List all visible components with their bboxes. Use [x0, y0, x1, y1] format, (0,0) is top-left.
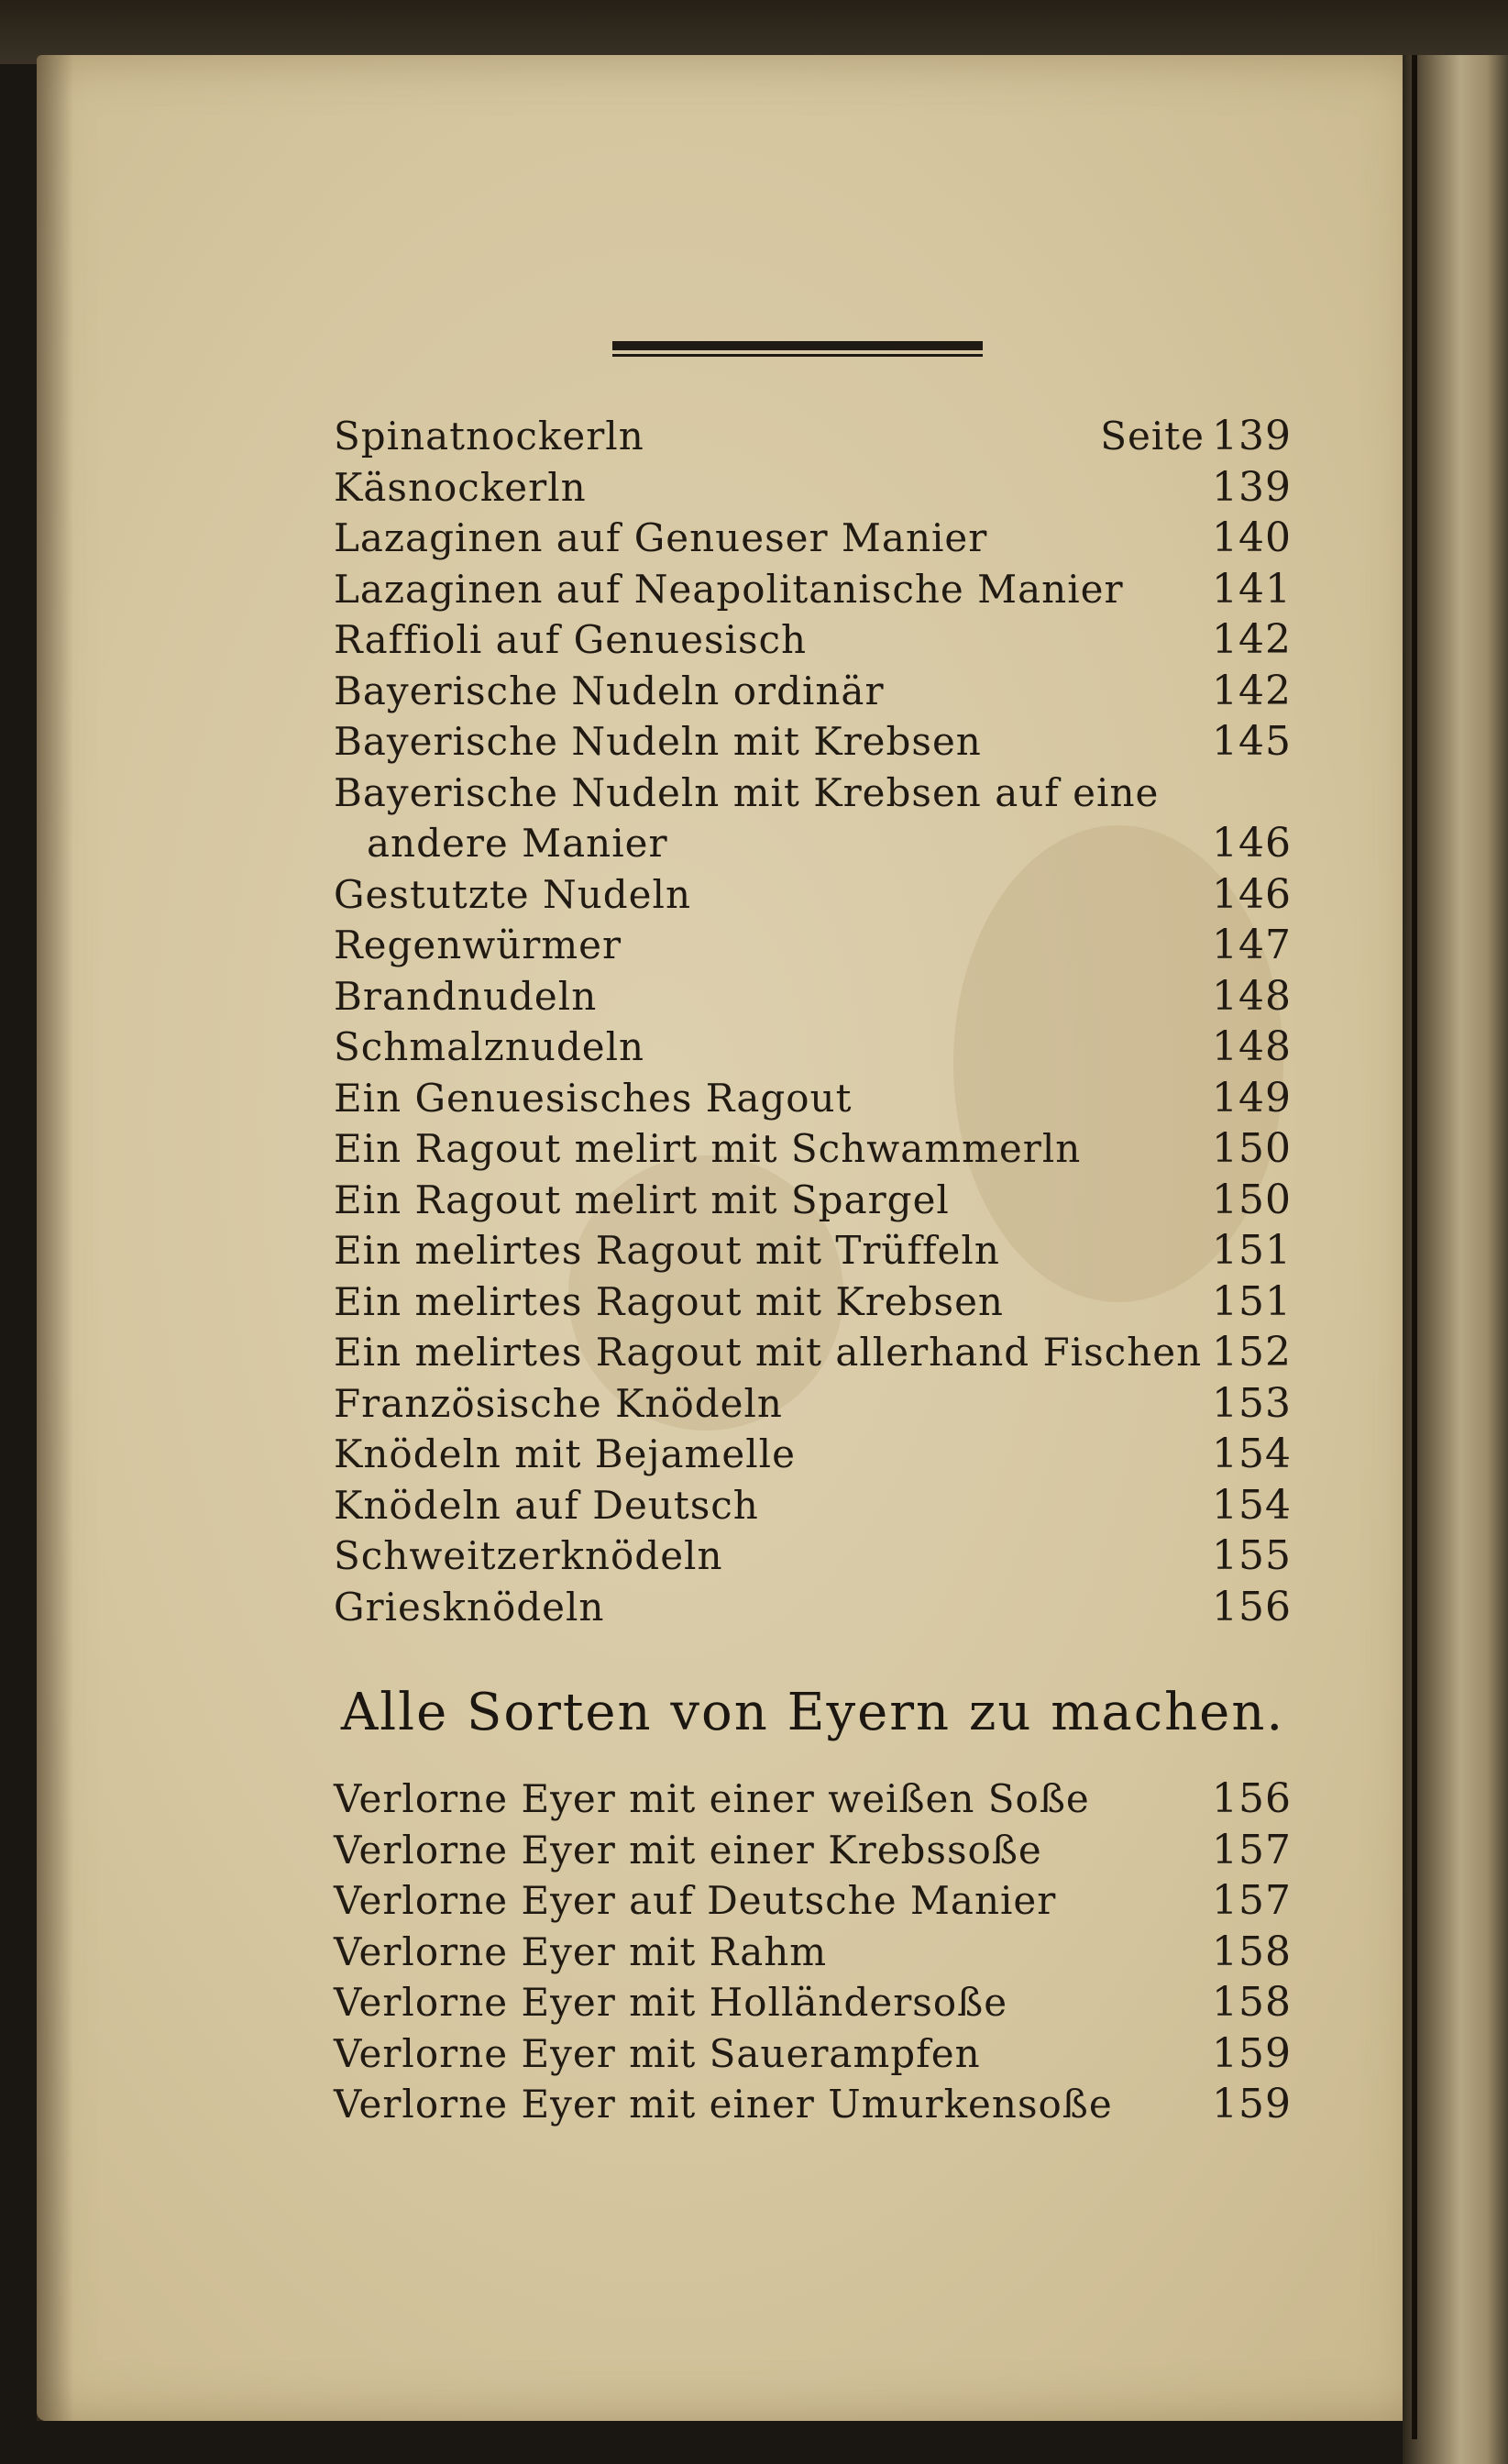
index-entry: [334, 2028, 1292, 2080]
index-entry: [334, 1022, 1292, 1073]
index-entry: [334, 1225, 1292, 1276]
entry-page-number: 148: [1212, 1023, 1292, 1071]
entry-title: Bayerische Nudeln mit Krebsen auf eine: [334, 769, 1160, 815]
page-edge-shadow: [37, 55, 73, 2421]
index-entry: [334, 869, 1292, 921]
index-entry: [334, 564, 1292, 615]
entry-title: Schmalznudeln: [334, 1024, 645, 1070]
entry-page-number: 159: [1212, 2029, 1292, 2077]
entry-title: Bayerische Nudeln ordinär: [334, 668, 885, 713]
entry-page-number: 142: [1212, 616, 1292, 664]
entry-page-number: 149: [1212, 1074, 1292, 1122]
entry-page-number: 140: [1212, 514, 1292, 562]
entry-page-number: 158: [1212, 1928, 1292, 1975]
entry-title: Verlorne Eyer mit einer Krebssoße: [334, 1827, 1042, 1873]
index-entry: [334, 1073, 1292, 1124]
entry-title: Käsnockerln: [334, 464, 587, 510]
index-entry: [334, 1327, 1292, 1378]
entry-title: Ein melirtes Ragout mit allerhand Fischen: [334, 1330, 1203, 1376]
entry-page-number: 158: [1212, 1979, 1292, 2027]
rule-thin-line: [612, 354, 983, 357]
entry-title: Lazaginen auf Neapolitanische Manier: [334, 566, 1124, 612]
entry-page-number: 142: [1212, 667, 1292, 714]
index-entry: [334, 768, 1292, 819]
index-list-eggs: [334, 1773, 1292, 2130]
rule-thick-line: [612, 341, 983, 350]
entry-title: Verlorne Eyer mit einer weißen Soße: [334, 1776, 1090, 1822]
index-entry: [334, 1927, 1292, 1978]
entry-title: Ein melirtes Ragout mit Krebsen: [334, 1278, 1004, 1324]
entry-page-number: 150: [1212, 1176, 1292, 1223]
entry-title: Lazaginen auf Genueser Manier: [334, 515, 988, 561]
entry-title: Verlorne Eyer mit einer Umurkensoße: [334, 2082, 1113, 2127]
entry-page-number: 152: [1212, 1329, 1292, 1376]
entry-title: Verlorne Eyer mit Sauerampfen: [334, 2030, 981, 2076]
index-entry: [334, 462, 1292, 514]
index-entry: [334, 614, 1292, 666]
index-entry: [334, 920, 1292, 971]
entry-page-number: 157: [1212, 1826, 1292, 1873]
entry-page-number: 154: [1212, 1431, 1292, 1478]
entry-title: Ein Ragout melirt mit Schwammerln: [334, 1126, 1082, 1172]
index-entry: [334, 1977, 1292, 2028]
entry-page-number: 139: [1212, 413, 1292, 460]
entry-page-number: 151: [1212, 1227, 1292, 1275]
entry-title: Ein Ragout melirt mit Spargel: [334, 1177, 950, 1222]
index-entry: [334, 1378, 1292, 1430]
entry-page-number: 153: [1212, 1379, 1292, 1427]
entry-title: Knödeln auf Deutsch: [334, 1482, 759, 1528]
gutter-line: [1412, 55, 1417, 2439]
index-entry: [334, 513, 1292, 564]
entry-page-number: [1209, 768, 1292, 819]
entry-page-number: 150: [1212, 1125, 1292, 1173]
entry-title: Gestutzte Nudeln: [334, 871, 692, 917]
entry-title: Schweitzerknödeln: [334, 1533, 723, 1579]
entry-page-number: 156: [1212, 1583, 1292, 1630]
entry-page-number: 156: [1212, 1775, 1292, 1823]
entry-page-number: 159: [1212, 2081, 1292, 2128]
entry-title: Regenwürmer: [334, 923, 622, 968]
entry-page-number: 151: [1212, 1277, 1292, 1325]
index-entry: [334, 1480, 1292, 1531]
entry-page-number: 145: [1212, 718, 1292, 766]
index-entry: [334, 1276, 1292, 1328]
entry-title: Brandnudeln: [334, 973, 598, 1019]
entry-page-number: 154: [1212, 1481, 1292, 1529]
entry-page-number: 155: [1212, 1532, 1292, 1580]
index-entry: [334, 1773, 1292, 1825]
entry-title: Spinatnockerln: [334, 414, 644, 459]
index-entry: [334, 411, 1292, 462]
index-entry: [334, 716, 1292, 768]
index-entry: [334, 2079, 1292, 2130]
index-entry: [334, 1875, 1292, 1927]
entry-title: Knödeln mit Bejamelle: [334, 1431, 796, 1477]
index-entry-continuation: [334, 818, 1292, 869]
index-entry: [334, 666, 1292, 717]
entry-title: Bayerische Nudeln mit Krebsen: [334, 719, 982, 765]
index-list-main: [334, 411, 1292, 1632]
index-entry: [334, 1429, 1292, 1480]
entry-title: Raffioli auf Genuesisch: [334, 617, 808, 663]
entry-title: Ein Genuesisches Ragout: [334, 1075, 853, 1121]
index-entry: [334, 971, 1292, 1022]
entry-page-number: 146: [1212, 820, 1292, 867]
entry-title: Verlorne Eyer auf Deutsche Manier: [334, 1878, 1057, 1924]
seite-label: Seite: [1100, 414, 1205, 459]
index-entry: [334, 1582, 1292, 1633]
entry-title: Verlorne Eyer mit Rahm: [334, 1928, 828, 1974]
entry-page-number: 147: [1212, 922, 1292, 969]
entry-title: Griesknödeln: [334, 1584, 605, 1630]
index-entry: [334, 1175, 1292, 1226]
entry-title: Französische Knödeln: [334, 1380, 783, 1426]
index-entry: [334, 1825, 1292, 1876]
entry-page-number: 148: [1212, 972, 1292, 1020]
entry-page-number: 141: [1212, 565, 1292, 613]
section-heading: Alle Sorten von Eyern zu machen.: [340, 1683, 1285, 1742]
entry-title: andere Manier: [367, 821, 668, 867]
entry-title: Ein melirtes Ragout mit Trüffeln: [334, 1228, 1000, 1274]
entry-page-number: 146: [1212, 870, 1292, 918]
entry-page-number: 139: [1212, 463, 1292, 511]
book-gutter: [1403, 55, 1508, 2464]
entry-page-number: 157: [1212, 1877, 1292, 1925]
entry-title: Verlorne Eyer mit Holländersoße: [334, 1980, 1008, 2026]
decorative-rule: [612, 341, 983, 359]
index-entry: [334, 1530, 1292, 1582]
index-entry: [334, 1123, 1292, 1175]
